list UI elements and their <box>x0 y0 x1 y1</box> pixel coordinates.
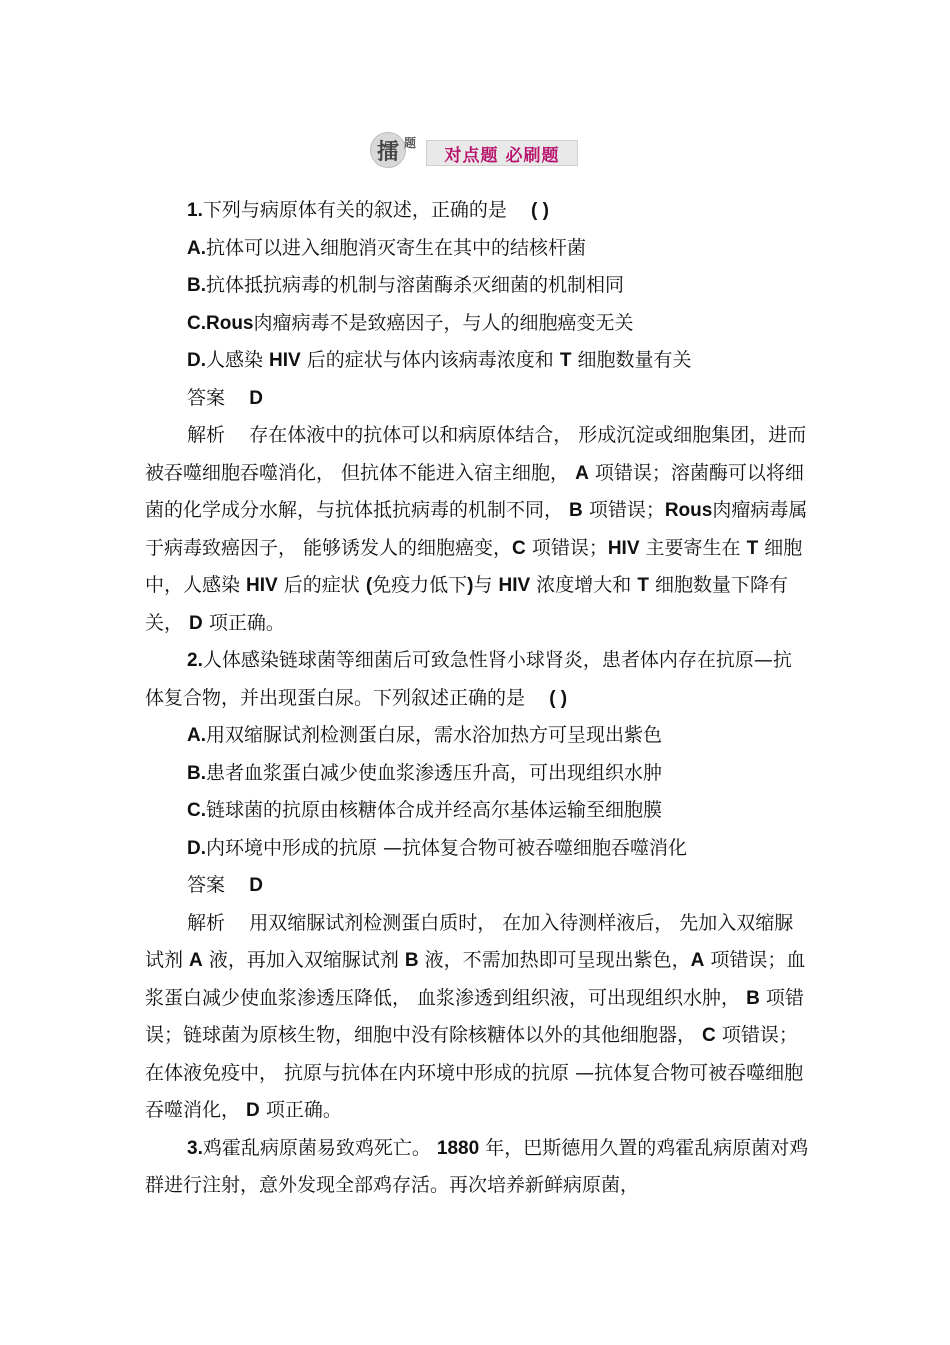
q1-exp-text7: 细胞中，人感染 <box>145 536 803 596</box>
q1-exp-text12: 细胞数量下降有关， <box>145 574 788 634</box>
q1-option-d-t: T <box>559 350 572 371</box>
q1-explanation-label: 解析 <box>187 424 226 446</box>
q2-option-b-text: 患者血浆蛋白减少使血浆渗透压升高，可出现组织水肿 <box>206 761 663 784</box>
q1-exp-d: D <box>189 612 203 634</box>
q1-exp-rparen: ) <box>467 575 474 596</box>
q2-exp-text5: 项错误；链球菌为原核生物，细胞中没有除核糖体以外的其他细胞器， <box>145 986 804 1046</box>
q2-exp-b1: B <box>404 950 419 971</box>
q1-exp-text13: 项正确。 <box>202 611 285 634</box>
q2-answer-blank: ( ) <box>549 687 568 709</box>
q1-option-c-letter: C. <box>187 312 206 334</box>
q1-answer-label: 答案 <box>187 386 226 409</box>
q2-explanation <box>145 905 810 1130</box>
q1-exp-text6: 主要寄生在 <box>639 536 747 559</box>
q2-option-c-letter: C. <box>187 800 206 821</box>
q1-answer-blank: ( ) <box>531 200 549 221</box>
content <box>145 192 810 1205</box>
q1-exp-hiv3: HIV <box>498 575 531 596</box>
q3-stem-text1: 鸡霍乱病原菌易致鸡死亡。 <box>202 1136 437 1159</box>
q2-option-a <box>145 717 810 755</box>
q1-exp-text4: 肉瘤病毒属于病毒致癌因子， 能够诱发人的细胞癌变， <box>145 499 808 559</box>
q1-option-c <box>145 305 810 343</box>
q1-option-d-hiv: HIV <box>269 350 301 371</box>
q1-exp-hiv1: HIV <box>607 537 640 559</box>
q1-exp-text8: 后的症状 <box>277 574 366 596</box>
q2-exp-text3: 液，不需加热即可呈现出紫色， <box>418 949 691 971</box>
q1-exp-t1: T <box>746 537 759 559</box>
q2-answer-label: 答案 <box>187 874 226 896</box>
q2-option-a-letter: A. <box>187 725 206 746</box>
q3-year: 1880 <box>436 1137 480 1159</box>
q2-stem-text: 人体感染链球菌等细菌后可致急性肾小球肾炎，患者体内存在抗原—抗体复合物，并出现蛋白尿。下列叙述正确的是 <box>145 649 792 709</box>
q2-exp-a1: A <box>189 950 203 971</box>
q1-option-d-text3: 细胞数量有关 <box>571 349 692 371</box>
q2-answer-value: D <box>249 875 263 896</box>
q3-stem-text2: 年，巴斯德用久置的鸡霍乱病原菌对鸡群进行注射，意外发现全部鸡存活。再次培养新鲜病原菌， <box>145 1136 809 1196</box>
q2-exp-d: D <box>246 1100 260 1121</box>
q1-option-d-text2: 后的症状与体内该病毒浓度和 <box>300 349 560 371</box>
q2-option-d <box>145 830 810 868</box>
q1-option-b <box>145 267 810 305</box>
q1-exp-t2: T <box>637 575 649 596</box>
q1-exp-text1: 存在体液中的抗体可以和病原体结合， 形成沉淀或细胞集团，进而被吞噬细胞吞噬消化， 但抗体不能进入宿主细胞， <box>145 424 807 484</box>
badge-char: 擂 <box>376 138 399 165</box>
q2-exp-text1: 用双缩脲试剂检测蛋白质时， 在加入待测样液后， 先加入双缩脲试剂 <box>145 911 794 971</box>
badge-icon <box>370 132 406 168</box>
q1-stem-text: 下列与病原体有关的叙述，正确的是 <box>202 199 507 221</box>
q2-number: 2. <box>187 650 203 671</box>
q1-exp-b: B <box>569 500 583 521</box>
q2-exp-a2: A <box>690 950 705 971</box>
q1-option-a-letter: A. <box>187 237 206 259</box>
q1-exp-hiv2: HIV <box>246 575 278 596</box>
q1-exp-text9: 免疫力低下 <box>372 574 468 596</box>
q1-exp-a: A <box>575 462 589 484</box>
q2-option-c <box>145 792 810 830</box>
banner-bar <box>426 140 578 166</box>
q2-option-c-text: 链球菌的抗原由核糖体合成并经高尔基体运输至细胞膜 <box>206 799 663 821</box>
q2-exp-text2: 液，再加入双缩脲试剂 <box>202 949 405 971</box>
q1-exp-text10: 与 <box>473 574 499 596</box>
q3-stem <box>145 1130 810 1205</box>
q2-option-a-text: 用双缩脲试剂检测蛋白尿，需水浴加热方可呈现出紫色 <box>206 724 663 746</box>
q2-option-d-letter: D. <box>187 837 206 859</box>
q1-exp-text2: 项错误；溶菌酶可以将细菌的化学成分水解，与抗体抵抗病毒的机制不同， <box>145 461 804 521</box>
q2-answer <box>145 867 810 905</box>
q1-option-a <box>145 230 810 268</box>
q1-option-b-letter: B. <box>187 275 206 296</box>
badge-small-char: 题 <box>404 136 417 150</box>
q1-option-a-text: 抗体可以进入细胞消灭寄生在其中的结核杆菌 <box>206 236 587 259</box>
q1-exp-text3: 项错误； <box>582 499 665 521</box>
q1-explanation <box>145 417 810 642</box>
q2-explanation-label: 解析 <box>187 911 226 934</box>
q1-exp-lparen: ( <box>365 575 373 596</box>
q1-exp-rous: Rous <box>664 500 713 521</box>
q1-answer <box>145 380 810 418</box>
q2-exp-text4: 项错误；血浆蛋白减少使血浆渗透压降低， 血浆渗透到组织液，可出现组织水肿， <box>145 949 806 1009</box>
q1-option-c-text: 肉瘤病毒不是致癌因子，与人的细胞癌变无关 <box>253 311 634 334</box>
q1-answer-value: D <box>249 387 263 409</box>
q1-option-d-letter: D. <box>187 350 206 371</box>
q1-exp-text5: 项错误； <box>525 536 608 559</box>
q1-option-d <box>145 342 810 380</box>
q1-stem <box>145 192 810 230</box>
q2-option-b <box>145 755 810 793</box>
q2-option-b-letter: B. <box>187 762 206 784</box>
q3-number: 3. <box>187 1137 203 1159</box>
q1-option-d-text1: 人感染 <box>206 349 270 371</box>
q1-option-c-rous: Rous <box>206 312 254 334</box>
q1-number: 1. <box>187 200 203 221</box>
q2-option-d-text: 内环境中形成的抗原 —抗体复合物可被吞噬细胞吞噬消化 <box>206 836 688 859</box>
q2-exp-c: C <box>702 1025 716 1046</box>
section-banner <box>370 130 582 172</box>
q1-exp-text11: 浓度增大和 <box>530 574 638 596</box>
q1-exp-c: C <box>512 537 526 559</box>
q2-exp-text7: 项正确。 <box>259 1099 342 1121</box>
q2-stem <box>145 642 810 717</box>
q1-option-b-text: 抗体抵抗病毒的机制与溶菌酶杀灭细菌的机制相同 <box>206 274 625 296</box>
banner-title: 对点题 必刷题 <box>444 145 560 166</box>
q2-exp-text6: 项错误；在体液免疫中， 抗原与抗体在内环境中形成的抗原 —抗体复合物可被吞噬细胞吞噬消化， <box>145 1024 804 1121</box>
q2-exp-b2: B <box>746 987 760 1009</box>
